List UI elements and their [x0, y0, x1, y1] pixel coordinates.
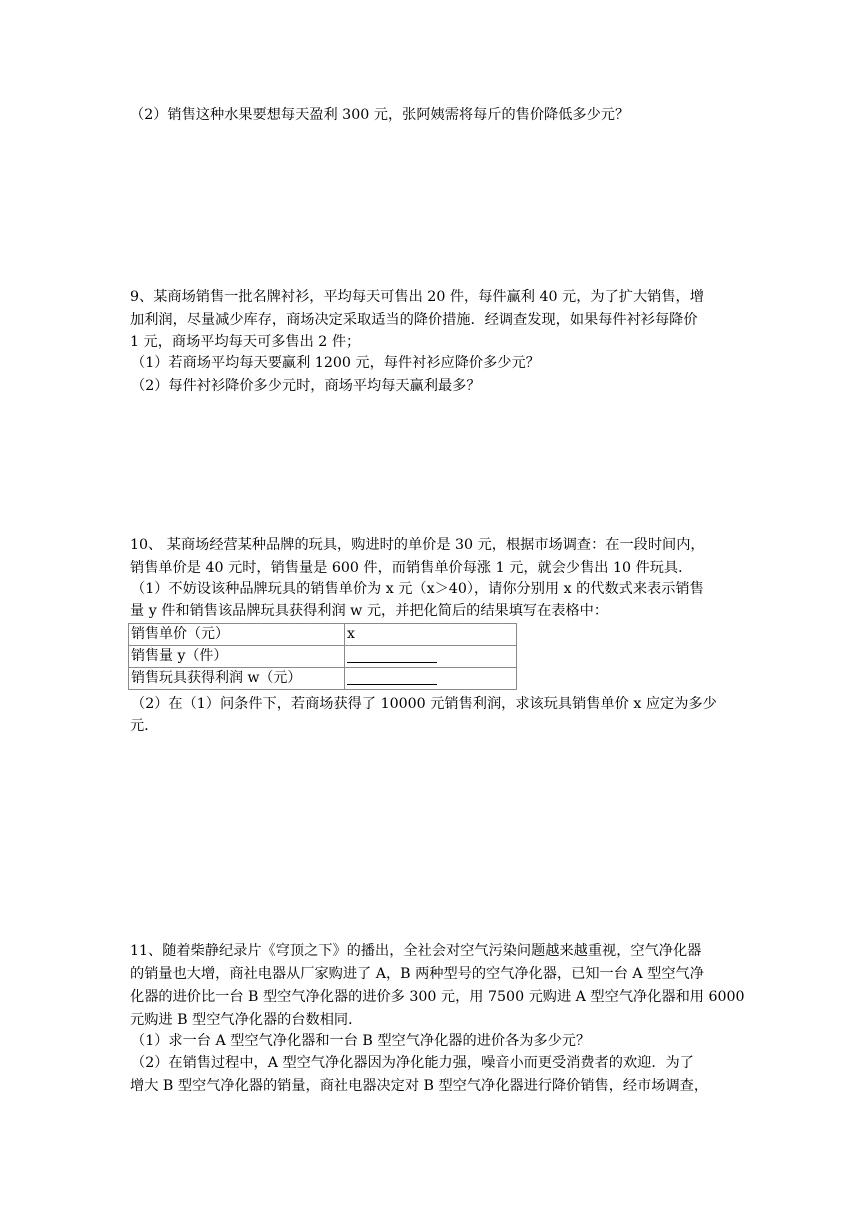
- q9-stem-line-3: 1 元，商场平均每天可多售出 2 件；: [130, 334, 361, 350]
- table-cell-value: x: [345, 624, 517, 646]
- q11-part2-line-1: （2）在销售过程中，A 型空气净化器因为净化能力强，噪音小而更受消费者的欢迎．为了: [131, 1055, 694, 1071]
- q9-part2: （2）每件衬衫降价多少元时，商场平均每天赢利最多？: [131, 378, 481, 394]
- q9-stem-line-2: 加利润，尽量减少库存，商场决定采取适当的降价措施．经调查发现，如果每件衬衫每降价: [130, 312, 698, 328]
- table-cell-label: 销售量 y（件）: [129, 646, 345, 668]
- table-cell-label: 销售单价（元）: [129, 624, 345, 646]
- q9-stem-line-1: 9、某商场销售一批名牌衬衫，平均每天可售出 20 件，每件赢利 40 元，为了扩大销售，增: [130, 289, 704, 305]
- answer-blank[interactable]: [347, 668, 437, 685]
- q11-stem-line-4: 元购进 B 型空气净化器的台数相同．: [130, 1012, 363, 1028]
- q10-part2-line-1: （2）在（1）问条件下，若商场获得了 10000 元销售利润，求该玩具销售单价 x 应定为多少: [131, 696, 717, 712]
- table-row: [129, 668, 517, 690]
- q10-part1-line-2: 量 y 件和销售该品牌玩具获得利润 w 元，并把化简后的结果填写在表格中：: [130, 603, 609, 619]
- q11-stem-line-1: 11、随着柴静纪录片《穹顶之下》的播出，全社会对空气污染问题越来越重视，空气净化器: [130, 943, 702, 959]
- table-row: [129, 646, 517, 668]
- q9-part1: （1）若商场平均每天要赢利 1200 元，每件衬衫应降价多少元？: [131, 355, 540, 371]
- q8-part2: （2）销售这种水果要想每天盈利 300 元，张阿姨需将每斤的售价降低多少元？: [130, 107, 630, 123]
- q11-part1: （1）求一台 A 型空气净化器和一台 B 型空气净化器的进价各为多少元？: [131, 1033, 591, 1049]
- table-cell-label: 销售玩具获得利润 w（元）: [129, 668, 345, 690]
- q11-stem-line-2: 的销量也大增，商社电器从厂家购进了 A，B 两种型号的空气净化器，已知一台 A 型空气净: [130, 966, 704, 982]
- q10-answer-table: [128, 623, 517, 690]
- q10-stem-line-1: 10、 某商场经营某种品牌的玩具，购进时的单价是 30 元，根据市场调查：在一段时间内，: [130, 537, 705, 553]
- q11-part2-line-2: 增大 B 型空气净化器的销量，商社电器决定对 B 型空气净化器进行降价销售，经市场调查，: [130, 1078, 709, 1094]
- q10-part2-line-2: 元．: [130, 718, 159, 734]
- q11-stem-line-3: 化器的进价比一台 B 型空气净化器的进价多 300 元，用 7500 元购进 A 型空气净化器和用 6000: [130, 989, 745, 1005]
- q10-stem-line-2: 销售单价是 40 元时，销售量是 600 件，而销售单价每涨 1 元，就会少售出 10 件玩具．: [130, 560, 693, 576]
- q10-part1-line-1: （1）不妨设该种品牌玩具的销售单价为 x 元（x＞40），请你分别用 x 的代数式来表示销售: [131, 581, 704, 597]
- table-row: [129, 624, 517, 646]
- table-cell-value[interactable]: [345, 668, 517, 690]
- table-cell-value[interactable]: [345, 646, 517, 668]
- answer-blank[interactable]: [347, 646, 437, 663]
